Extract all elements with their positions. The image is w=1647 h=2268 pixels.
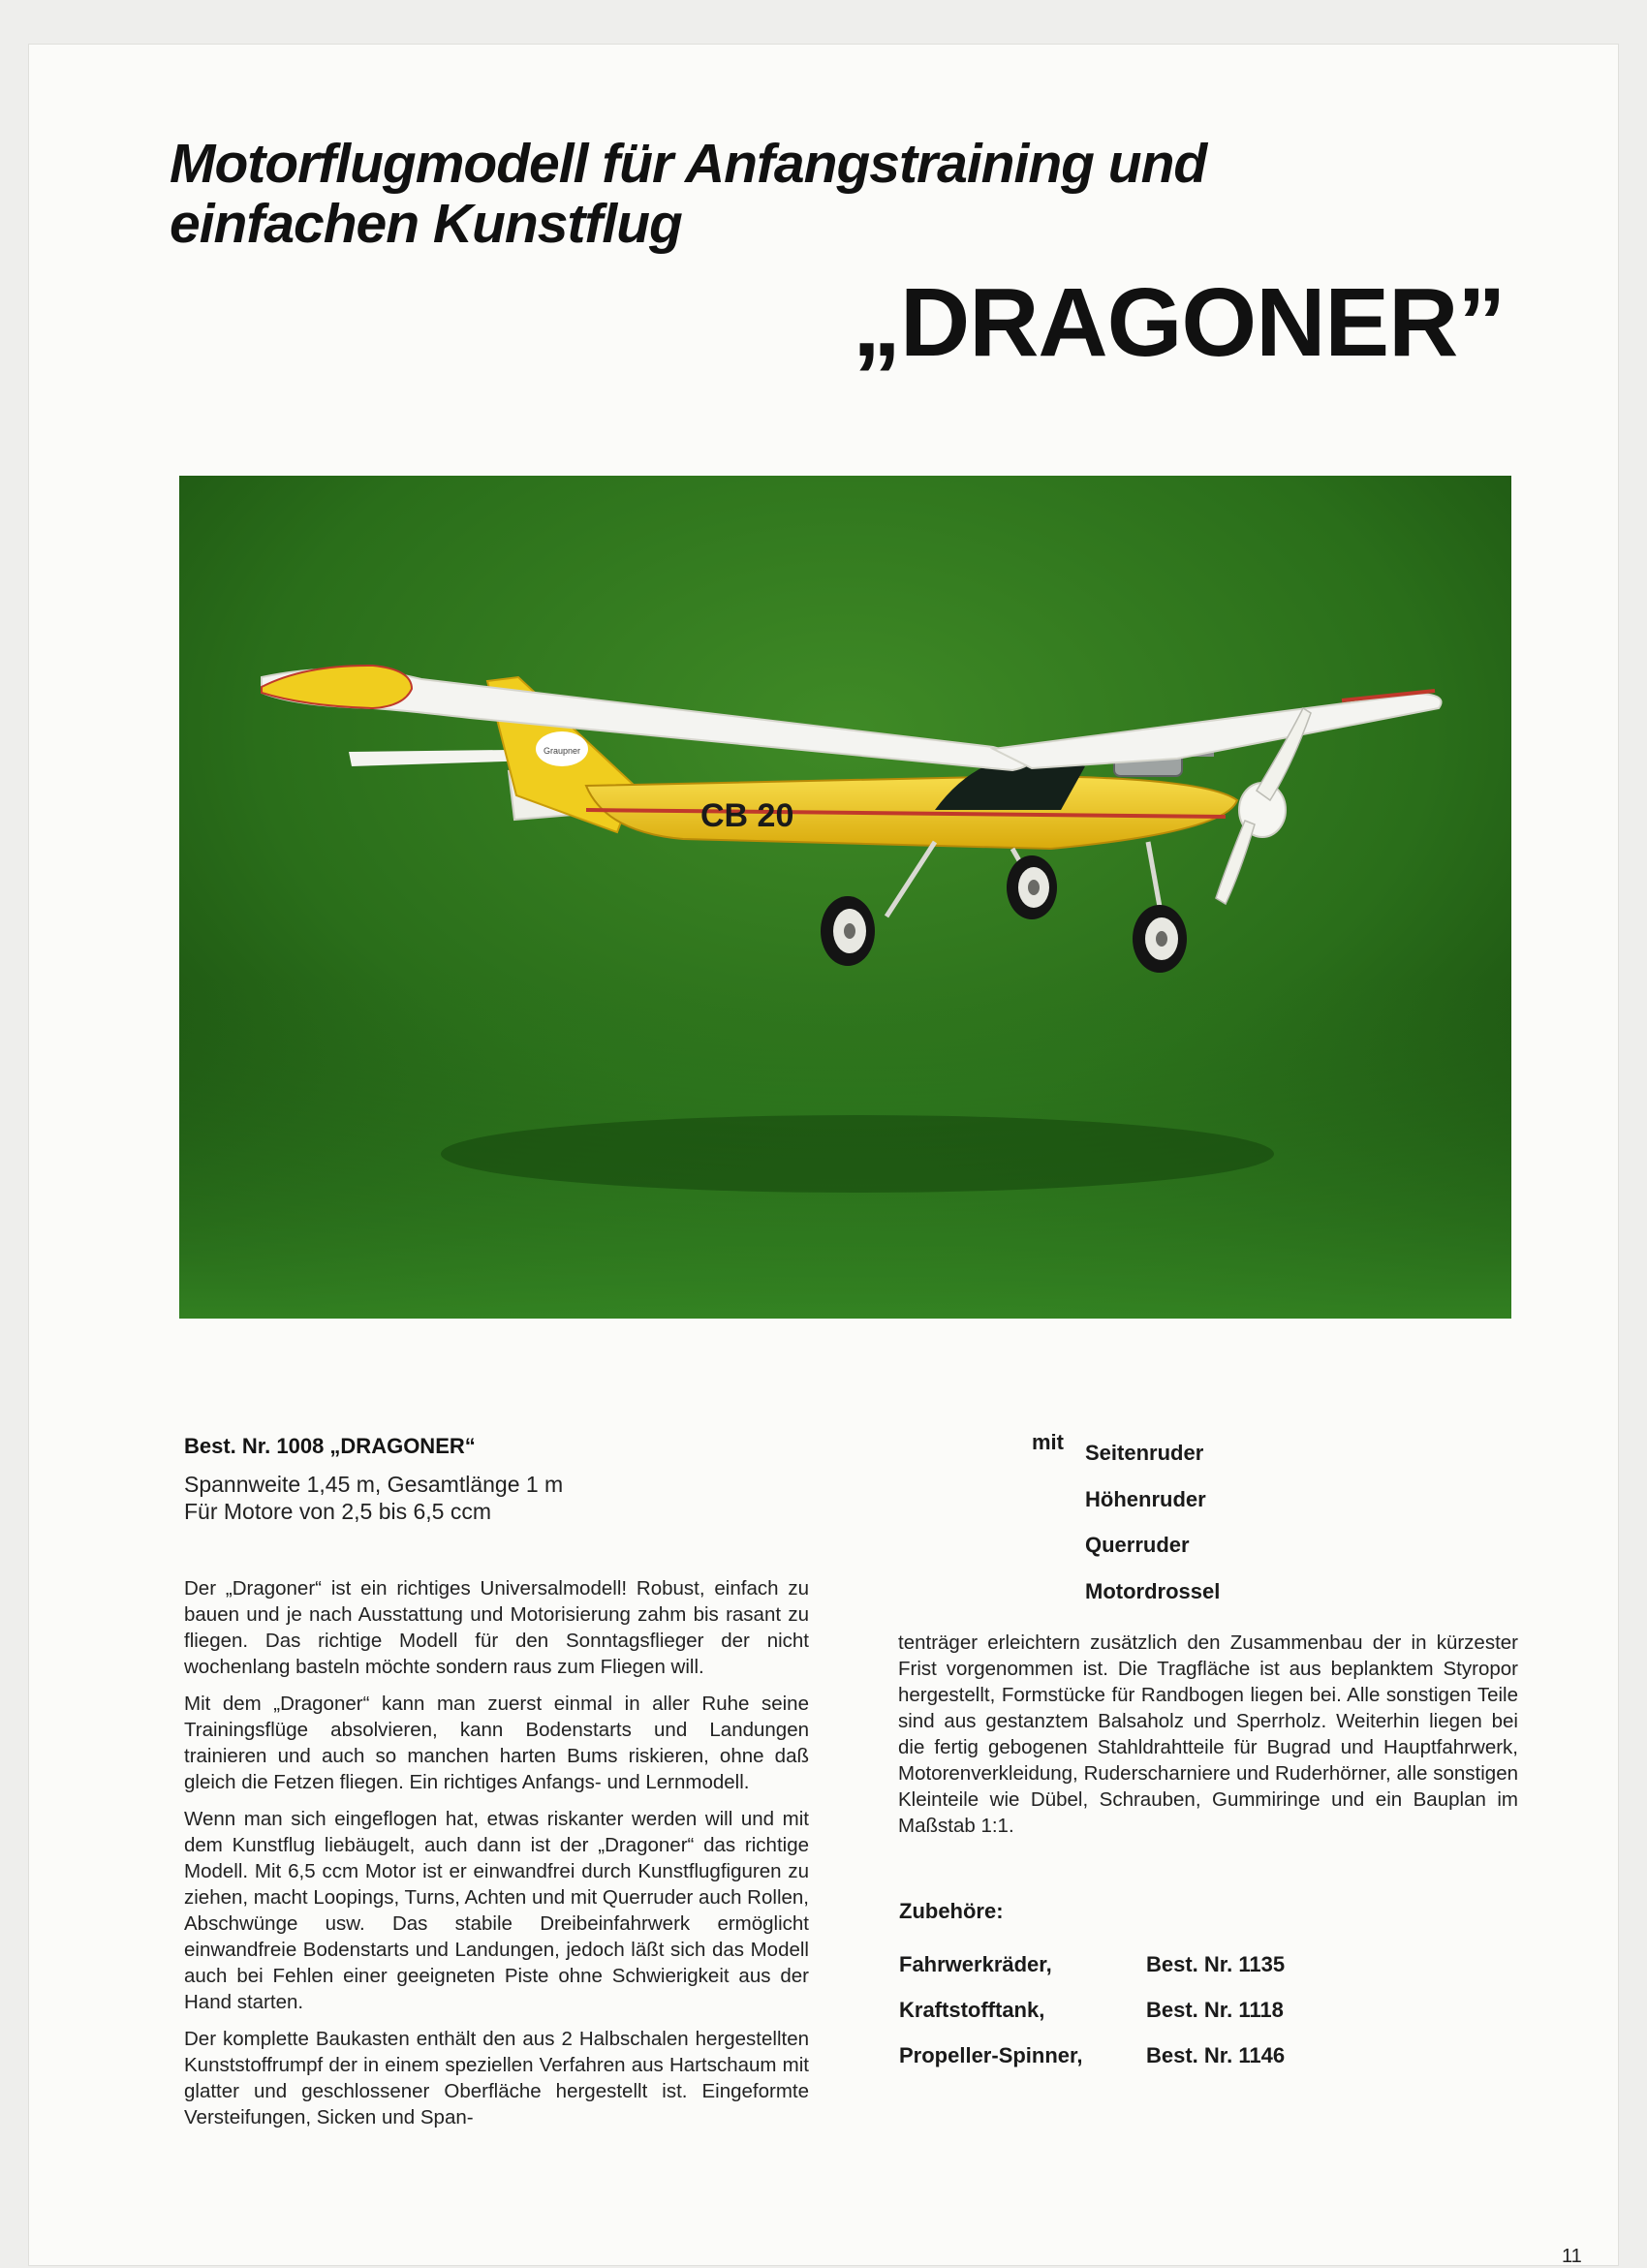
accessory-row [899,2033,1285,2078]
feature-item: Seitenruder [1085,1441,1204,1465]
model-name-title: „DRAGONER” [853,268,1506,377]
nose-wheel [1133,905,1187,973]
spec-engine-size: Für Motore von 2,5 bis 6,5 ccm [184,1499,492,1524]
body-paragraph: Der „Dragoner“ ist ein richtiges Universalmodell! Robust, einfach zu bauen und je nach Ausstattung und Motorisierung zahm bis rasant zu fliegen. Das richtige Modell für den Sonntagsflieger der nicht wochenlang basteln möchte sondern raus zum Fliegen will. [184,1577,809,1678]
accessory-name: Propeller-Spinner, [899,2043,1083,2067]
page-headline [170,134,1332,254]
order-number-title: Best. Nr. 1008 „DRAGONER“ [184,1434,476,1458]
wheel-left [821,896,875,966]
body-paragraph: Mit dem „Dragoner“ kann man zuerst einmal in aller Ruhe seine Trainingsflüge absolvieren, kann Bodenstarts und Landungen trainieren und auch so manchen harten Bums riskieren, ohne daß gleich die Fetzen fliegen. Ein richtiges Anfangs- und Lernmodell. [184,1693,809,1793]
headline-line-2: einfachen Kunstflug [170,193,682,255]
body-text-left-column [184,1575,809,2141]
accessory-order-number: Best. Nr. 1118 [1146,1998,1284,2022]
features-list [1085,1430,1220,1614]
accessory-order-number: Best. Nr. 1135 [1146,1952,1286,1976]
body-paragraph: Der komplette Baukasten enthält den aus 2 Halbschalen hergestellten Kunststoffrumpf der in einem speziellen Verfahren aus Hartschaum mit glatter und geschlossener Oberfläche hergestellt ist. Eingeformte Versteifungen, Sicken und Span- [184,2028,809,2128]
feature-item: Querruder [1085,1533,1190,1557]
body-text-right-column [898,1630,1518,1839]
accessory-row [899,1987,1285,2033]
body-paragraph: tenträger erleichtern zusätzlich den Zusammenbau der in kürzester Frist vorgenommen ist. Die Tragfläche ist aus beplanktem Styropor hergestellt, Formstücke für Randbogen liegen bei. Alle sonstigen Teile sind aus gestanztem Balsaholz und Sperrholz. Weiterhin liegen bei die fertig gebogenen Stahldrahtteile für Bugrad und Hauptfahrwerk, Motorenverkleidung, Ruderscharniere und Ruderhörner, alle sonstigen Kleinteile wie Dübel, Schrauben, Gummiringe und ein Bauplan im Maßstab 1:1. [898,1631,1518,1837]
model-airplane-photo [179,476,1511,1319]
accessory-name: Kraftstofftank, [899,1998,1045,2022]
features-prefix: mit [1032,1430,1064,1454]
accessory-name: Fahrwerkräder, [899,1952,1052,1976]
accessories-list [899,1942,1285,2078]
tail-logo-text: Graupner [543,746,581,756]
accessories-title: Zubehöre: [899,1899,1004,1923]
body-paragraph: Wenn man sich eingeflogen hat, etwas riskanter werden will und mit dem Kunstflug liebäugelt, auch dann ist der „Dragoner“ das richtige Modell. Mit 6,5 ccm Motor ist er einwandfrei durch Kunstflugfiguren zu ziehen, macht Loopings, Turns, Achten und mit Querruder auch Rollen, Abschwünge usw. Das stabile Dreibeinfahrwerk ermöglicht einwandfreie Bodenstarts und Landungen, jedoch läßt sich das Modell auch bei Fehlen einer geeigneten Piste ohne Schwierigkeit aus der Hand starten. [184,1808,809,2013]
feature-item: Höhenruder [1085,1486,1206,1511]
feature-item: Motordrossel [1085,1578,1221,1603]
plane-shadow [441,1115,1274,1193]
page-number: 11 [1562,2246,1582,2267]
wheel-right [1007,855,1057,919]
fuselage-marking: CB 20 [700,797,794,834]
catalog-page [29,45,1618,2265]
airplane-illustration [179,476,1511,1319]
accessory-row [899,1942,1285,1987]
headline-line-1: Motorflugmodell für Anfangstraining und [170,133,1207,195]
spec-span-length: Spannweite 1,45 m, Gesamtlänge 1 m [184,1472,564,1497]
spec-block [184,1471,563,1525]
accessory-order-number: Best. Nr. 1146 [1146,2043,1286,2067]
